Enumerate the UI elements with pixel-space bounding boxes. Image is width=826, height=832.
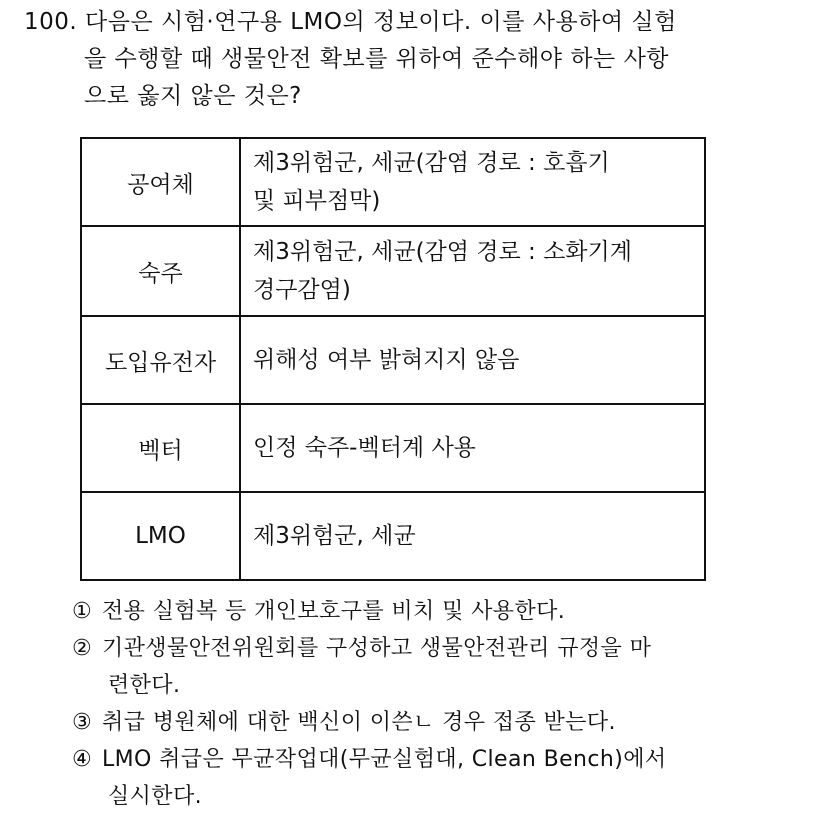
table-value-line: 인정 숙주-벡터계 사용 <box>253 435 476 461</box>
table-label-vector: 벡터 <box>81 404 240 492</box>
table-label-inserted-gene: 도입유전자 <box>81 316 240 404</box>
option-text: 취급 병원체에 대한 백신이 이쓴ㄴ 경우 접종 받는다. <box>102 710 616 735</box>
table-row-host <box>81 226 705 316</box>
question-text <box>24 4 814 115</box>
question-line <box>24 4 814 41</box>
table-row-donor <box>81 138 705 226</box>
option-text: LMO 취급은 무균작업대(무균실험대, Clean Bench)에서 <box>102 747 667 772</box>
lmo-info-table <box>80 137 706 581</box>
option-marker: ① <box>72 599 93 624</box>
option-text: 기관생물안전위원회를 구성하고 생물안전관리 규정을 마 <box>102 636 652 661</box>
answer-option-4[interactable] <box>72 741 812 815</box>
question-line-2: 을 수행할 때 생물안전 확보를 위하여 준수해야 하는 사항 <box>84 46 670 72</box>
answer-option-2[interactable] <box>72 630 812 704</box>
answer-options <box>72 593 812 815</box>
answer-option-1[interactable] <box>72 593 812 630</box>
table-label-donor: 공여체 <box>81 138 240 226</box>
table-value-line: 경구감염) <box>253 277 351 303</box>
question-line-3: 으로 옳지 않은 것은? <box>84 83 302 109</box>
option-marker: ③ <box>72 710 93 735</box>
question-number: 100. <box>24 9 78 35</box>
option-text-continued: 련한다. <box>108 673 181 698</box>
table-value-line: 및 피부점막) <box>253 188 381 214</box>
table-value-line: 제3위험군, 세균(감염 경로 : 호흡기 <box>253 150 610 176</box>
option-text: 전용 실험복 등 개인보호구를 비치 및 사용한다. <box>102 599 566 624</box>
table-row-vector <box>81 404 705 492</box>
option-text-continued: 실시한다. <box>108 784 203 809</box>
table-value-line: 제3위험군, 세균 <box>253 523 416 549</box>
table-value-host <box>240 226 705 316</box>
table-row-inserted-gene <box>81 316 705 404</box>
answer-option-3[interactable] <box>72 704 812 741</box>
table-value-inserted-gene <box>240 316 705 404</box>
table-value-line: 제3위험군, 세균(감염 경로 : 소화기계 <box>253 239 632 265</box>
table-label-host: 숙주 <box>81 226 240 316</box>
table-value-donor <box>240 138 705 226</box>
option-marker: ② <box>72 636 93 661</box>
table-value-vector <box>240 404 705 492</box>
table-value-lmo <box>240 492 705 580</box>
question-line-1: 다음은 시험·연구용 LMO의 정보이다. 이를 사용하여 실험 <box>85 9 677 35</box>
table-label-lmo: LMO <box>81 492 240 580</box>
table-row-lmo <box>81 492 705 580</box>
table-value-line: 위해성 여부 밝혀지지 않음 <box>253 347 520 373</box>
option-marker: ④ <box>72 747 93 772</box>
